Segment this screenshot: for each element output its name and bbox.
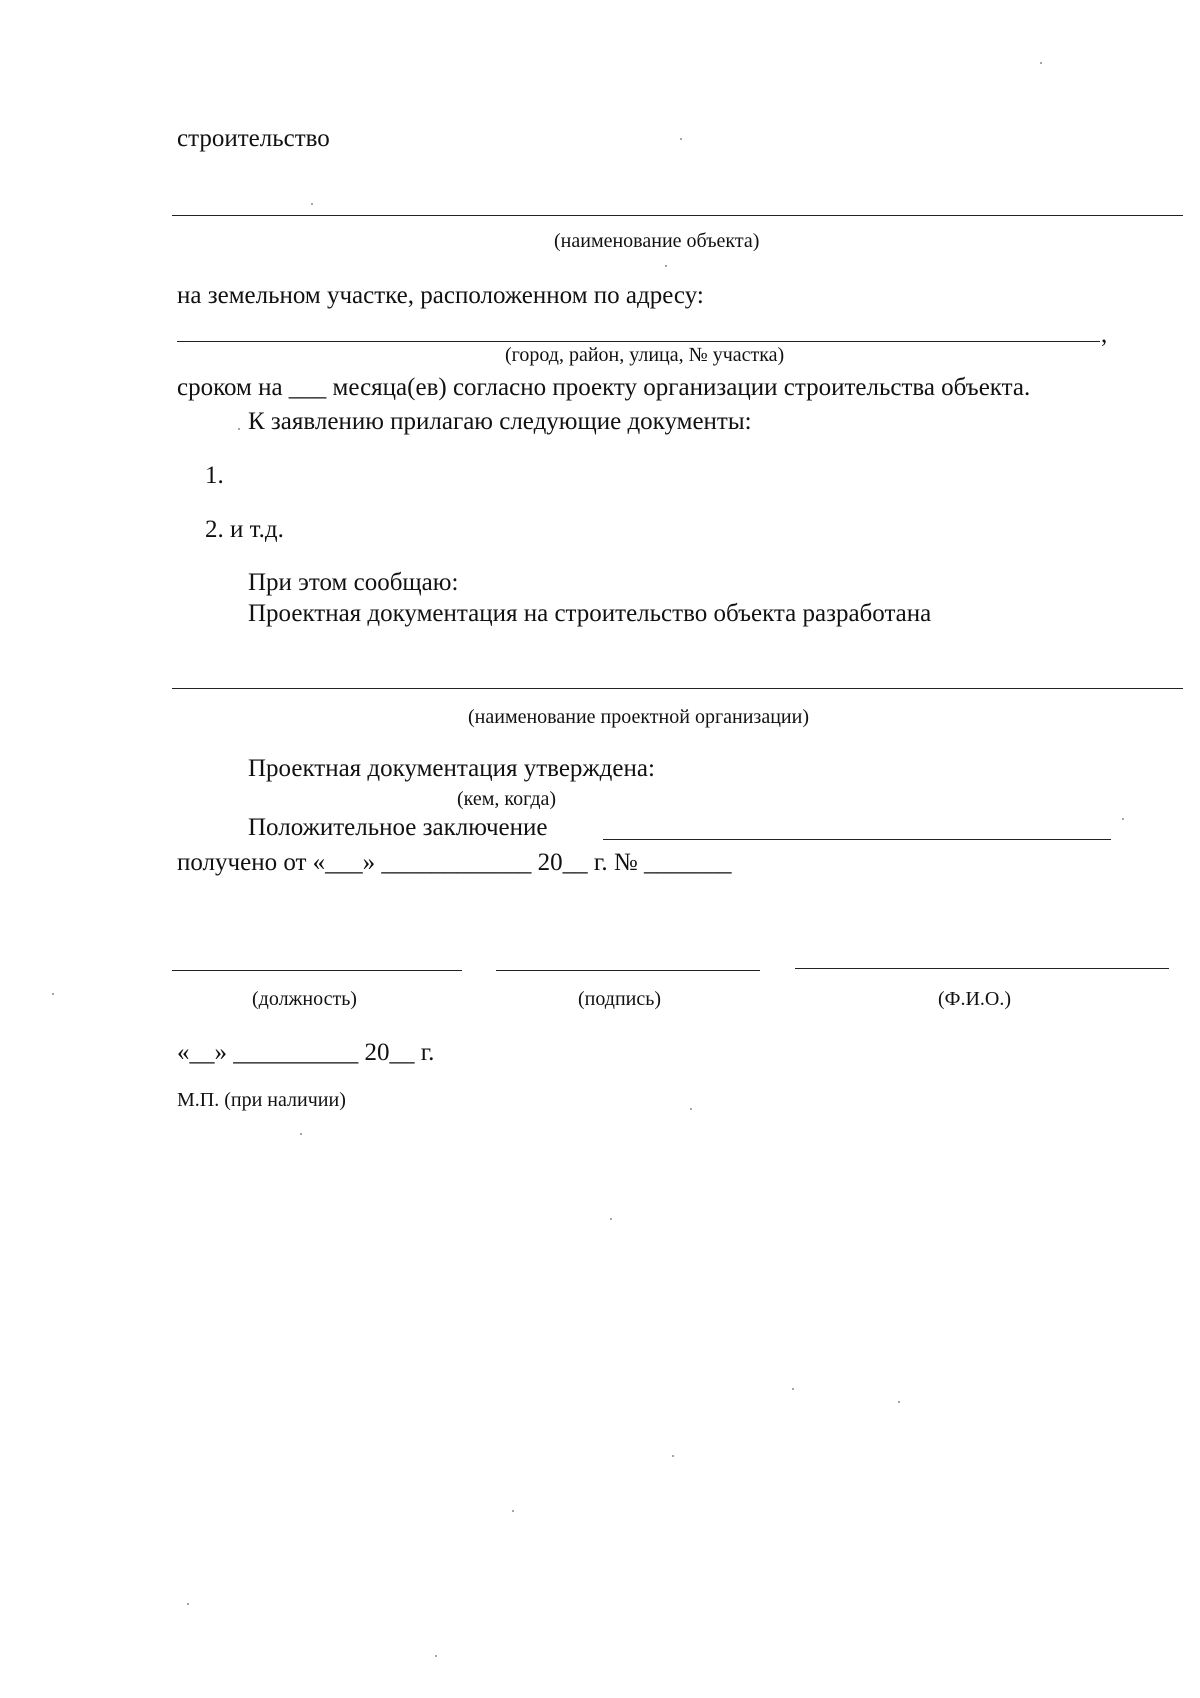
- scan-speck: [610, 1218, 612, 1220]
- position-caption: (должность): [252, 988, 357, 1010]
- positive-conclusion-label: Положительное заключение: [248, 814, 548, 841]
- object-name-caption: (наименование объекта): [554, 230, 760, 252]
- scan-speck: [187, 1603, 189, 1605]
- address-line: [177, 341, 1100, 342]
- notice-text: При этом сообщаю:: [248, 569, 459, 596]
- scan-speck: [512, 1510, 514, 1512]
- scan-speck: [690, 1108, 692, 1110]
- address-caption: (город, район, улица, № участка): [505, 344, 785, 366]
- scan-speck: [238, 428, 240, 430]
- design-org-caption: (наименование проектной организации): [468, 706, 809, 728]
- attachments-intro: К заявлению прилагаю следующие документы:: [248, 408, 752, 435]
- list-item: 2. и т.д.: [205, 516, 284, 543]
- signature-line: [496, 970, 760, 971]
- scan-speck: [1122, 818, 1124, 820]
- date-line: «__» __________ 20__ г.: [177, 1039, 435, 1066]
- approved-by-caption: (кем, когда): [457, 788, 557, 810]
- scan-speck: [898, 1401, 900, 1403]
- fio-line: [795, 968, 1169, 969]
- scan-speck: [665, 265, 667, 267]
- signature-caption: (подпись): [578, 988, 662, 1010]
- object-name-line: [172, 215, 1183, 216]
- list-item: 1.: [205, 462, 224, 489]
- scan-speck: [672, 1455, 674, 1457]
- term-text: сроком на ___ месяца(ев) согласно проекту организации строительства объекта.: [177, 374, 1031, 401]
- scan-speck: [311, 203, 313, 205]
- received-from-text: получено от «___» ____________ 20__ г. № _______: [177, 849, 732, 876]
- fio-caption: (Ф.И.О.): [938, 988, 1012, 1010]
- scan-speck: [52, 993, 54, 995]
- construction-label: строительство: [177, 125, 330, 152]
- project-docs-developed-text: Проектная документация на строительство объекта разработана: [248, 600, 932, 627]
- land-plot-address-label: на земельном участке, расположенном по адресу:: [177, 282, 704, 309]
- stamp-label: М.П. (при наличии): [177, 1089, 346, 1111]
- positive-conclusion-line: [603, 839, 1111, 840]
- project-docs-approved-text: Проектная документация утверждена:: [248, 755, 655, 782]
- scan-speck: [792, 1388, 794, 1390]
- scan-speck: [680, 138, 682, 140]
- scan-speck: [1040, 62, 1042, 64]
- position-line: [172, 970, 462, 971]
- scan-speck: [300, 1133, 302, 1135]
- address-comma: ,: [1101, 321, 1108, 348]
- scan-speck: [435, 1655, 437, 1657]
- design-org-line: [172, 688, 1183, 689]
